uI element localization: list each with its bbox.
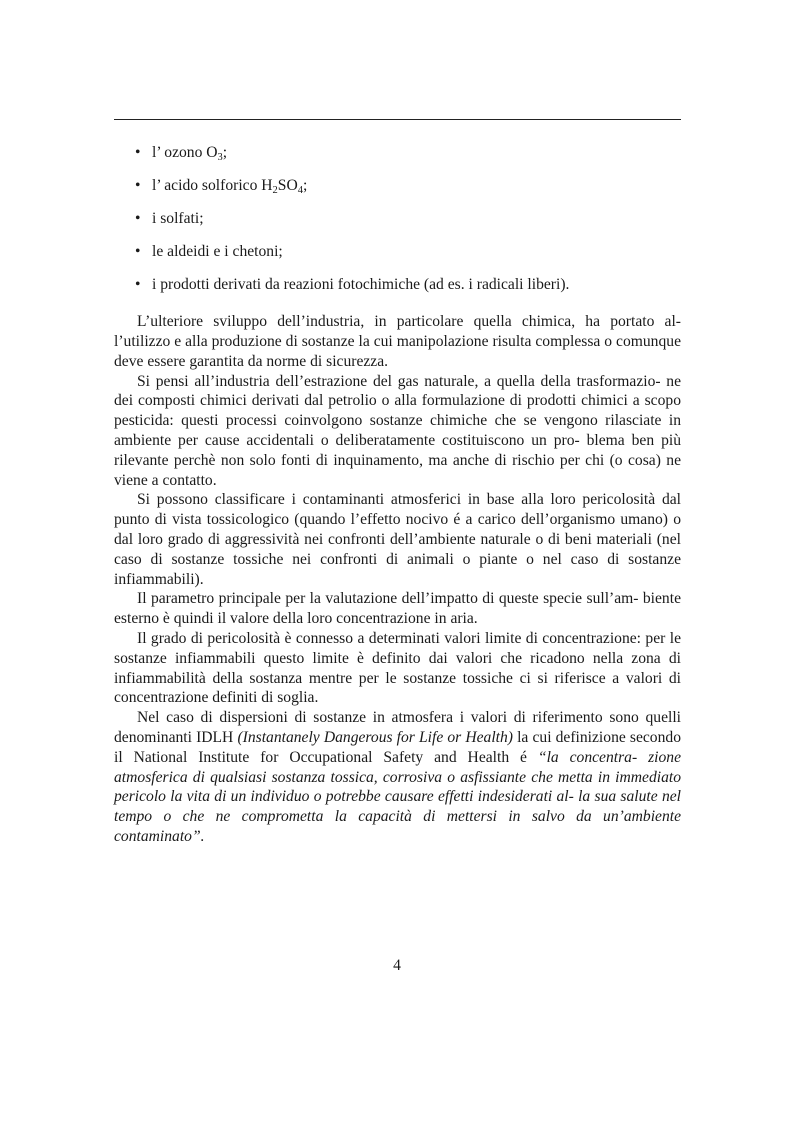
list-item-text: l’ acido solforico H bbox=[152, 177, 273, 195]
bullet-icon: • bbox=[135, 177, 141, 195]
paragraph: L’ulteriore sviluppo dell’industria, in particolare quella chimica, ha portato al- l’utilizzo e alla produzione di sostanze la cui manipolazione risulta complessa o comunque deve essere garantita da norme di sicurezza. bbox=[114, 313, 681, 370]
page-body bbox=[114, 143, 681, 847]
list-item bbox=[114, 275, 681, 295]
list-item-text: l’ ozono O bbox=[152, 144, 218, 161]
paragraph-text: la cui definizione secondo il National Institute for Occupational Safety and Health é bbox=[114, 728, 681, 766]
idlh-definition-quote: “la concentra- zione atmosferica di qualsiasi sostanza tossica, corrosiva o asfissiante che metta in immediato pericolo la vita di un individuo o potrebbe causare effetti indesiderati al- la sua salute nel tempo o che ne comprometta la capacità di mettersi in salvo da un’ambiente contaminato”. bbox=[114, 748, 681, 845]
list-item bbox=[114, 209, 681, 229]
list-item bbox=[114, 242, 681, 262]
subscript: 3 bbox=[217, 152, 223, 163]
list-item-text: le aldeidi e i chetoni; bbox=[152, 243, 283, 261]
paragraph: Il grado di pericolosità è connesso a determinati valori limite di concentrazione: per le sostanze infiammabili questo limite è definito dai valori che ricadono nella zona di infiammabilità della sostanza mentre per le sostanze tossiche ci si riferisce a valori di concentrazione definiti di soglia. bbox=[114, 629, 681, 707]
list-item-text: ; bbox=[222, 144, 228, 161]
list-item-text: ; bbox=[302, 177, 308, 195]
idlh-expansion: (Instantanely Dangerous for Life or Health) bbox=[237, 728, 513, 746]
bullet-icon: • bbox=[135, 243, 141, 261]
list-item-text: SO bbox=[277, 177, 298, 195]
list-item-text: i solfati; bbox=[152, 210, 204, 228]
list-item bbox=[114, 176, 681, 196]
paragraph: Si pensi all’industria dell’estrazione del gas naturale, a quella della trasformazio- ne dei composti chimici derivati dal petrolio o alla formulazione di prodotti chimici a scopo pesticida: questi processi coinvolgono sostanze chimiche che se vengono rilasciate in ambiente per cause accidentali o deliberatamente costituiscono un pro- blema ben più rilevante perchè non solo fonti di inquinamento, ma anche di rischio per chi (o cosa) ne viene a contatto. bbox=[114, 372, 681, 489]
bullet-icon: • bbox=[135, 144, 141, 161]
page-number: 4 bbox=[393, 957, 401, 974]
list-item-text: i prodotti derivati da reazioni fotochimiche (ad es. i radicali liberi). bbox=[152, 276, 570, 294]
paragraph: Il parametro principale per la valutazione dell’impatto di queste specie sull’am- biente esterno è quindi il valore della loro concentrazione in aria. bbox=[114, 590, 681, 628]
paragraph: Si possono classificare i contaminanti atmosferici in base alla loro pericolosità dal punto di vista tossicologico (quando l’effetto nocivo é a carico dell’organismo umano) o dal loro grado di aggressività nei confronti dell’ambiente naturale o di beni materiali (nel caso di sostanze tossiche nei confronti di animali o piante o nel caso di sostanze infiammabili). bbox=[114, 491, 681, 588]
bullet-icon: • bbox=[135, 210, 141, 228]
list-item bbox=[114, 143, 681, 163]
paragraph-idlh bbox=[114, 708, 681, 847]
subscript: 2 bbox=[272, 185, 278, 197]
paragraph-text: Nel caso di dispersioni di sostanze in atmosfera i valori di riferimento sono quelli denominanti IDLH bbox=[114, 709, 681, 746]
subscript: 4 bbox=[297, 185, 303, 197]
bullet-list bbox=[114, 143, 681, 295]
bullet-icon: • bbox=[135, 276, 141, 294]
header-rule bbox=[114, 119, 681, 120]
